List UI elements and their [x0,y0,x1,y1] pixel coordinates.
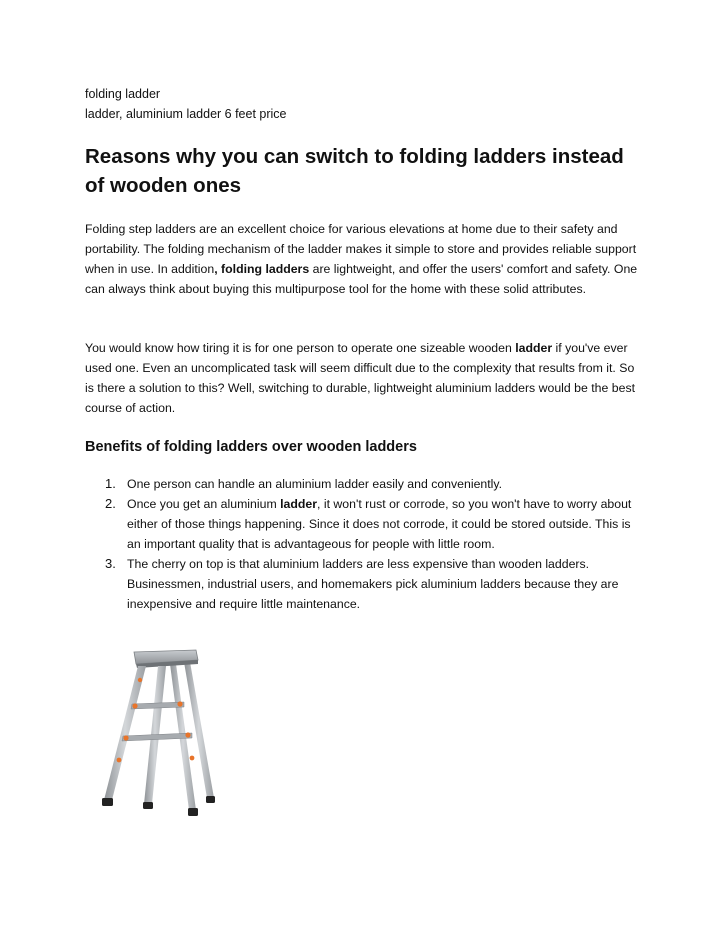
folding-ladder-image [92,640,232,825]
paragraph-1-text-a: Folding step ladders are an excellent choice for various elevations at home due to their safety and portability. The folding mechanism of the ladder makes it simple to store and provides reliable support when in use. In addition [85,222,637,276]
paragraph-2-bold: ladder [515,341,553,355]
list-item [85,474,645,494]
ladder-rivet [123,735,128,740]
ladder-front-leg-left [104,666,146,800]
ladder-rivet [138,678,142,682]
list-item-text-b: , it won't rust or corrode, so you won't have to worry about either of those things happening. Since it does not corrode, it could be stored outside. This is an important quality that is advantageous for people with little room. [127,497,632,551]
ladder-rivet [190,756,195,761]
paragraph-1-bold: , folding ladders [214,262,310,276]
list-item-number: 3. [105,556,116,571]
ladder-rivet [117,758,122,763]
ladder-rivet [177,701,182,706]
list-item-text: One person can handle an aluminium ladder easily and conveniently. [127,477,503,491]
ladder-foot [102,798,113,806]
paragraph-2 [85,338,645,418]
list-item [85,494,645,554]
paragraph-2-text-a: You would know how tiring it is for one person to operate one sizeable wooden [85,341,516,355]
ladder-foot [143,802,153,809]
list-item-number: 1. [105,476,116,491]
paragraph-1 [85,219,645,299]
list-item-text-a: Once you get an aluminium [127,497,281,511]
list-item-text: The cherry on top is that aluminium ladders are less expensive than wooden ladders. Businessmen, industrial users, and homemakers pick aluminium ladders because they are inexpensive and require little maintenance. [127,557,619,611]
page-title: Reasons why you can switch to folding ladders instead of wooden ones [85,145,624,197]
ladder-foot [206,796,215,803]
tag-line-2: ladder, aluminium ladder 6 feet price [85,107,287,121]
list-item [85,554,645,614]
list-item-bold: ladder [280,497,318,511]
tag-line-1: folding ladder [85,87,161,101]
ladder-rivet [132,703,137,708]
tag-lines [85,84,287,124]
paragraph-2-text-b: if you've ever used one. Even an uncomplicated task will seem difficult due to the complexity that results from it. So is there a solution to this? Well, switching to durable, lightweight aluminium ladders would be the best course of action. [85,341,636,415]
ladder-rivet [185,732,190,737]
list-item-number: 2. [105,496,116,511]
section-heading: Benefits of folding ladders over wooden ladders [85,439,417,455]
paragraph-1-text-b: are lightweight, and offer the users' comfort and safety. One can always think about buying this multipurpose tool for the home with these solid attributes. [85,262,638,296]
ladder-foot [188,808,198,816]
benefits-list [85,474,645,614]
